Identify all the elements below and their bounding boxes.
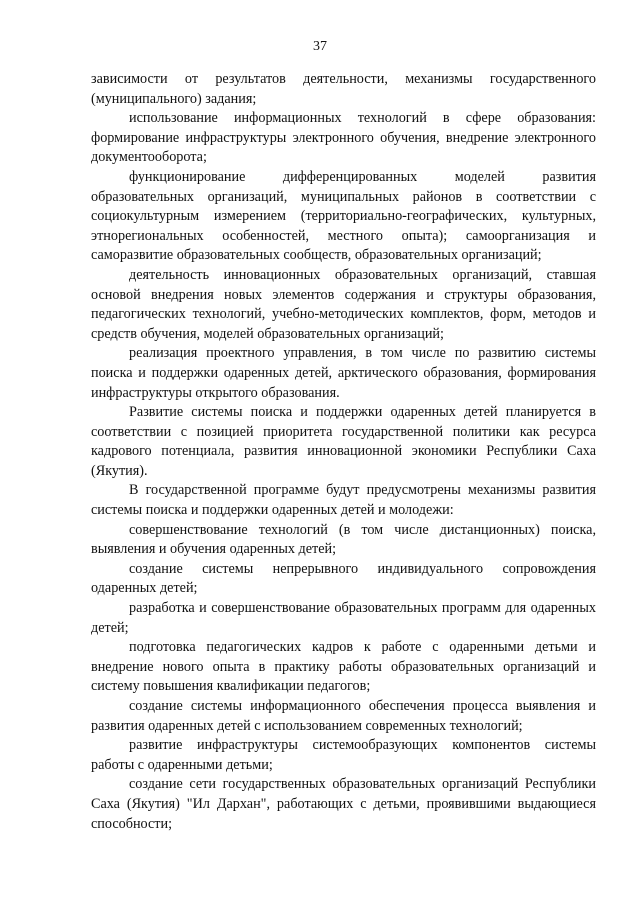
paragraph: подготовка педагогических кадров к работе с одаренными детьми и внедрение нового опыта в практику работы образовательных организаций и систему повышения квалификации педагогов; [91,639,596,695]
page-number: 37 [313,39,327,54]
paragraph: реализация проектного управления, в том числе по развитию системы поиска и поддержки одаренных детей, арктического образования, формирования инфраструктуры открытого образования. [91,345,596,401]
paragraph: использование информационных технологий в сфере образования: формирование инфраструктуры электронного обучения, внедрение электронного документооборота; [91,110,596,166]
paragraph: функционирование дифференцированных моделей развития образовательных организаций, муниципальных районов в соответствии с социокультурным измерением (территориально-географических, культурных, этнорегиональных особенностей, местного опыта); самоорганизация и саморазвитие образовательных сообществ, образовательных организаций; [91,168,596,264]
paragraph: В государственной программе будут предусмотрены механизмы развития системы поиска и поддержки одаренных детей и молодежи: [91,482,596,519]
paragraph-continuation: зависимости от результатов деятельности, механизмы государственного (муниципального) задания; [91,71,596,107]
paragraph: Развитие системы поиска и поддержки одаренных детей планируется в соответствии с позицией приоритета государственной политики как ресурса кадрового потенциала, развития инновационной экономики Республики Саха (Якутия). [91,404,596,479]
paragraph: деятельность инновационных образовательных организаций, ставшая основой внедрения новых элементов содержания и структуры образования, педагогических технологий, учебно-методических комплектов, форм, методов и средств обучения, моделей образовательных организаций; [91,266,596,342]
paragraph: создание сети государственных образовательных организаций Республики Саха (Якутия) "Ил Дархан", работающих с детьми, проявившими выдающиеся способности; [91,776,596,832]
paragraph: совершенствование технологий (в том числе дистанционных) поиска, выявления и обучения одаренных детей; [91,521,596,558]
document-body [91,70,596,834]
paragraph: создание системы непрерывного индивидуального сопровождения одаренных детей; [91,560,596,597]
paragraph: создание системы информационного обеспечения процесса выявления и развития одаренных детей с использованием современных технологий; [91,698,596,734]
paragraph: разработка и совершенствование образовательных программ для одаренных детей; [91,600,596,636]
paragraph: развитие инфраструктуры системообразующих компонентов системы работы с одаренными детьми; [91,737,596,773]
